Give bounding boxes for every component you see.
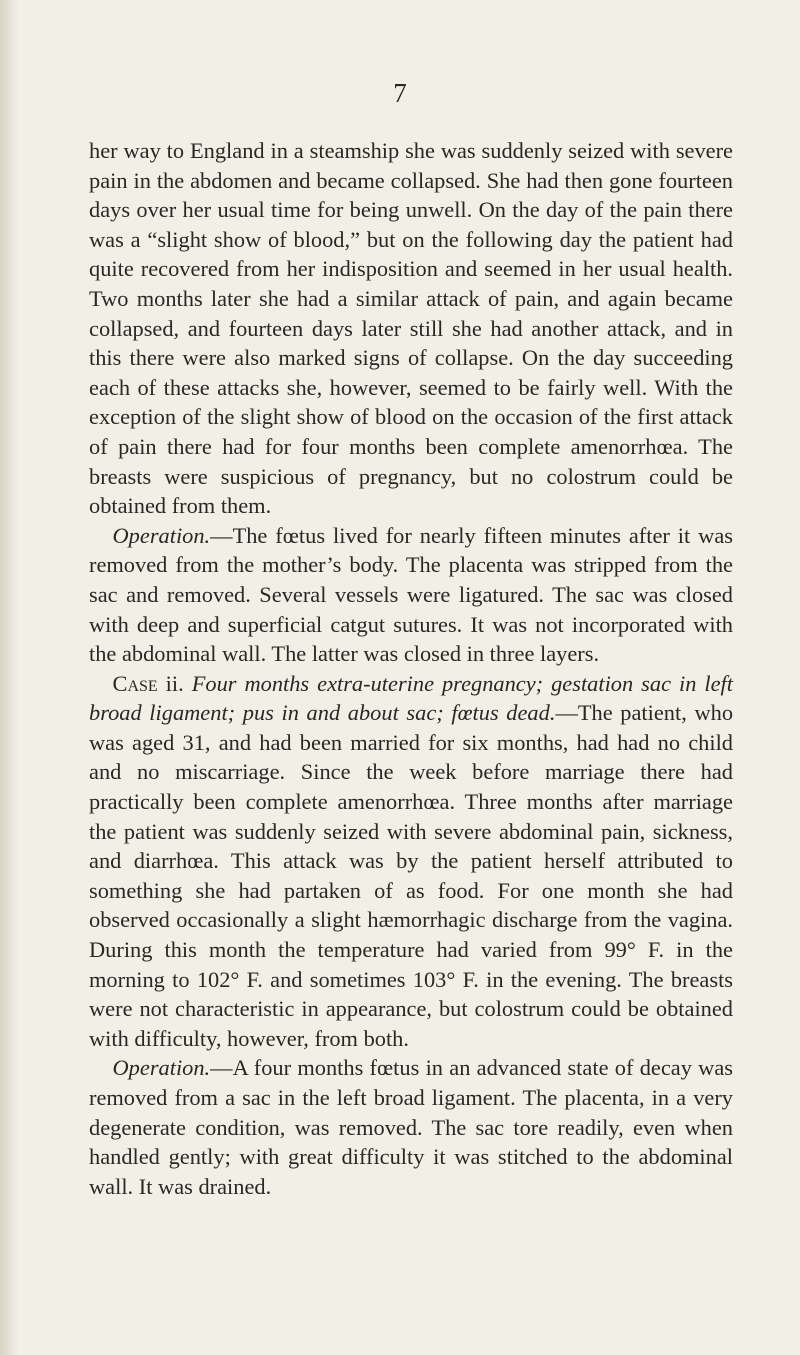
paragraph-case-two — [89, 669, 733, 1054]
operation-text: —A four months fœtus in an advanced state of decay was removed from a sac in the left broad ligament. The placenta, in a very degenerate condition, was removed. The sac tore readily, even when handled gently; with great difficulty it was stitched to the abdominal wall. It was drained. — [89, 1055, 733, 1199]
case-number: ii. — [165, 670, 184, 696]
operation-heading: Operation. — [112, 1055, 211, 1081]
operation-text: —The fœtus lived for nearly fifteen minutes after it was removed from the mother’s body. The placenta was stripped from the sac and removed. Several vessels were ligatured. The sac was closed with deep and superficial catgut sutures. It was not incorporated with the abdominal wall. The latter was closed in three layers. — [89, 522, 733, 667]
page-number: 7 — [393, 78, 407, 108]
case-title: Four months extra-uterine pregnancy; gestation sac in left broad ligament; pus in and about sac; fœtus dead. — [89, 670, 733, 726]
body-text — [89, 136, 733, 1201]
page-edge-shadow — [0, 0, 18, 1355]
operation-heading: Operation. — [112, 522, 211, 548]
case-label: Case — [112, 670, 158, 696]
paragraph-case-one-operation — [89, 521, 733, 669]
paragraph-case-two-operation — [89, 1053, 733, 1201]
paragraph-case-one-history: her way to England in a steamship she was suddenly seized with severe pain in the abdomen and became collapsed. She had then gone fourteen days over her usual time for being unwell. On the day of the pain there was a “slight show of blood,” but on the following day the patient had quite recovered from her indisposition and seemed in her usual health. Two months later she had a similar attack of pain, and again became collapsed, and fourteen days later still she had another attack, and in this there were also marked signs of collapse. On the day succeeding each of these attacks she, however, seemed to be fairly well. With the exception of the slight show of blood on the occasion of the first attack of pain there had for four months been complete amenorrhœa. The breasts were suspicious of pregnancy, but no colostrum could be obtained from them. — [89, 138, 733, 519]
case-text: —The patient, who was aged 31, and had been married for six months, had had no child and no miscarriage. Since the week before marriage there had practically been complete amenorrhœa. Three months after marriage the patient was suddenly seized with severe abdominal pain, sickness, and diarrhœa. This attack was by the patient herself attributed to something she had partaken of as food. For one month she had observed occasionally a slight hæmorrhagic discharge from the vagina. During this month the temperature had varied from 99° F. in the morning to 102° F. and sometimes 103° F. in the evening. The breasts were not characteristic in appearance, but colostrum could be obtained with difficulty, however, from both. — [89, 700, 734, 1051]
